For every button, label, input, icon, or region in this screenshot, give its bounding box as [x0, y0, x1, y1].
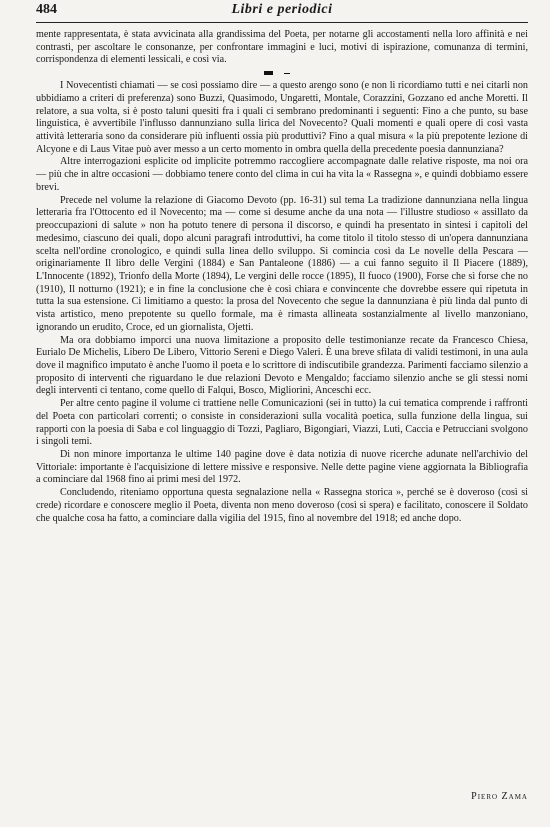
paragraph: Concludendo, riteniamo opportuna questa segnalazione nella « Rassegna storica », perché se è doveroso (così si crede) ricordare e conoscere meglio il Poeta, diventa non meno doveroso (così si spera) e facilitato, conoscere il Soldato che qualche cosa ha fatto, a cominciare dalla vigilia del 1915, fino al novembre del 1918; ed anche dopo.: [36, 487, 528, 524]
running-title: Libri e periodici: [231, 2, 333, 17]
author-signature: Piero Zama: [471, 791, 528, 802]
paragraph: I Novecentisti chiamati — se così possiamo dire — a questo arengo sono (e non li ricordiamo tutti e nei citarli non ubbidiamo a criteri di preferenza) sono Buzzi, Quasimodo, Ungaretti, Montale, Corazzini, Gozzano ed anche Moretti. Il relatore, a sua volta, si è posto taluni quesiti fra i quali ci sembrano predominanti i seguenti: Fino a che punto, su base linguistica, è avvertibile l'influsso dannunziano sulla lirica del Novecento? Quali momenti e quali opere di così vasta attività letteraria sono da considerare più influenti ossia più produttivi? Fino a qual misura « la più prepotente lezione di Alcyone e di Laus Vitae può aver messo a un certo momento in ombra quella della precedente poesia dannunziana?: [36, 80, 528, 155]
paragraph: Precede nel volume la relazione di Giacomo Devoto (pp. 16-31) sul tema La tradizione dannunziana nella lingua letteraria fra l'Ottocento ed il Novecento; ma — come si desume anche da una nota — l'illustre studioso « assillato da preoccupazioni di salute » non ha potuto tenere di persona il discorso, e quindi ha presentato in sintesi i capitoli del medesimo, ciascuno dei quali, dopo alcuni paragrafi introduttivi, ha come titolo il titolo stesso di un'opera dannunziana scelta nell'ordine cronologico, e quindi sulla linea dello sviluppo. Si comincia così da Le novelle della Pescara — originariamente Il libro delle Vergini (1884) e San Pantaleone (1886) — a cui fanno seguito il Il Piacere (1889), L'Innocente (1892), Trionfo della Morte (1894), Le vergini delle rocce (1895), Il fuoco (1900), Forse che sì forse che no (1910), Il notturno (1921); e in fine la conclusione che è così chiara e convincente che dovrebbe essere qui ripetuta in tutta la sua estensione. Ci limitiamo a questo: la prosa del Novecento che segue la dannunziana è più linda dal punto di vista artistico, meno prepotente su quello formale, ma è rimasta allineata sostanzialmente al livello manzoniano, ignorando un erudito, Croce, ed un giornalista, Ojetti.: [36, 194, 528, 333]
paragraph: mente rappresentata, è stata avvicinata alla grandissima del Poeta, per notarne gli accostamenti nella loro affinità e nei contrasti, per ascoltare le consonanze, per confrontare immagini e luci, motivi di ispirazione, comunanza di termini, corrispondenza di elementi lessicali, e così via.: [36, 29, 528, 66]
page-number: 484: [36, 2, 57, 17]
page-header: [36, 2, 528, 23]
paragraph: Per altre cento pagine il volume ci trattiene nelle Comunicazioni (sei in tutto) la cui tematica comprende i raffronti del Poeta con particolari correnti; o consiste in considerazioni sulla vocalità poetica, sulla funzione della lingua, sui rapporti con la poesia di Saba e col linguaggio di Tozzi, Pagliaro, Bigongiari, Viazzi, Luti, Caccia e Petrucciani svolgono i singoli temi.: [36, 398, 528, 448]
article-body: [36, 29, 528, 525]
paragraph: Ma ora dobbiamo imporci una nuova limitazione a proposito delle testimonianze recate da Francesco Chiesa, Eurialo De Michelis, Libero De Libero, Vittorio Sereni e Diego Valeri. È una breve sfilata di validi testimoni, in una aula dove il magnifico imputato è anche l'uomo il poeta e lo scrittore di indiscutibile grandezza. Parimenti facciamo silenzio a proposito di interventi che riguardano le due relazioni Devoto e Mengaldo; facciamo silenzio anche se gli stessi nomi degli interventi ci tentano, come quello di Falqui, Bosco, Migliorini, Anceschi ecc.: [36, 334, 528, 397]
paragraph: Di non minore importanza le ultime 140 pagine dove è data notizia di nuove ricerche adunate nell'archivio del Vittoriale: importante è l'acquisizione di lettere missive e responsive. Nelle dette pagine viene aggiornata la Bibliografia a cominciare dal 1968 fino ai primi mesi del 1972.: [36, 449, 528, 486]
section-separator: [36, 67, 528, 80]
paragraph: Altre interrogazioni esplicite od implicite potremmo raccogliere accompagnate dalle relative risposte, ma noi ora — più che in altre occasioni — dobbiamo tenere conto del clima in cui ha vita la « Rassegna », e quindi dobbiamo essere brevi.: [36, 156, 528, 193]
